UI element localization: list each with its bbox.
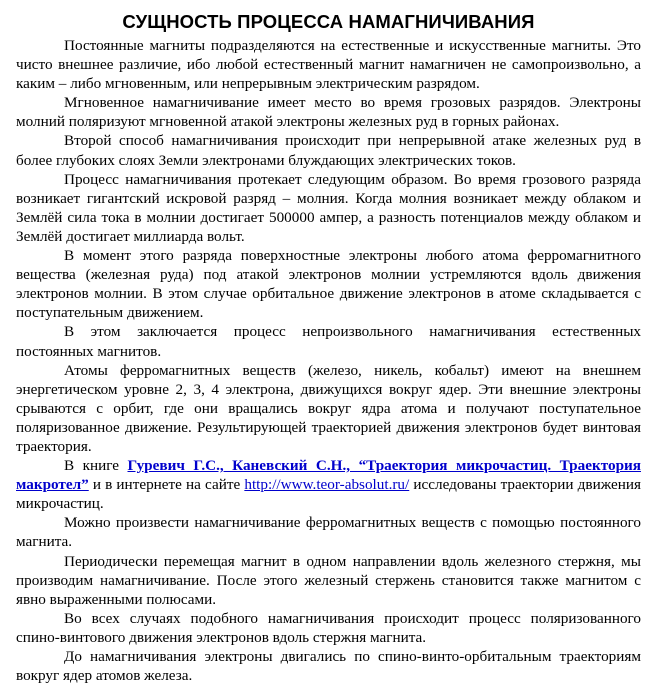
paragraph-12: До намагничивания электроны двигались по спино-винто-орбитальным траекториям вокруг ядер атомов железа. <box>16 648 641 685</box>
paragraph-10: Периодически перемещая магнит в одном направлении вдоль железного стержня, мы производим намагничивание. После этого железный стержень становится также магнитом с явно выраженными полюсами. <box>16 552 641 608</box>
paragraph-4: Процесс намагничивания протекает следующим образом. Во время грозового разряда возникает гигантский искровой разряд – молния. Когда молния возникает между облаком и Землёй сила тока в молнии достигает 500000 ампер, а разность потенциалов между облаком и Землёй достигает миллиарда вольт. <box>16 170 641 245</box>
paragraph-6: В этом заключается процесс непроизвольного намагничивания естественных постоянных магнитов. <box>16 323 641 360</box>
paragraph-11: Во всех случаях подобного намагничивания происходит процесс поляризованного спино-винтового движения электронов вдоль стержня магнита. <box>16 609 641 646</box>
book-suffix-text: исследованы траектории движения микрочастиц. <box>16 476 641 513</box>
book-prefix-text: В книге <box>64 457 128 475</box>
book-middle-text: и в интернете на сайте <box>88 476 245 494</box>
paragraph-7: Атомы ферромагнитных веществ (железо, никель, кобальт) имеют на внешнем энергетическом уровне 2, 3, 4 электрона, движущихся вокруг ядер. Эти внешние электроны срываются с орбит, где они вращались вокруг ядра атома и получают поступательное поляризованное движение. Результирующей траекторией движения электронов будет винтовая траектория. <box>16 361 641 455</box>
paragraph-3: Второй способ намагничивания происходит при непрерывной атаке железных руд в более глубоких слоях Земли электронами блуждающих электрических токов. <box>16 132 641 169</box>
site-link[interactable]: http://www.teor-absolut.ru/ <box>244 476 410 494</box>
page-title: СУЩНОСТЬ ПРОЦЕССА НАМАГНИЧИВАНИЯ <box>122 11 535 32</box>
book-link[interactable]: Гуревич Г.С., Каневский С.Н., “Траектория микрочастиц. Траектория макротел” <box>16 457 641 494</box>
paragraph-9: Можно произвести намагничивание ферромагнитных веществ с помощью постоянного магнита. <box>16 514 641 551</box>
paragraph-5: В момент этого разряда поверхностные электроны любого атома ферромагнитного вещества (железная руда) под атакой электронов молнии устремляются вдоль движения электронов молнии. В этом случае орбитальное движение электронов в атоме складывается с поступательным движением. <box>16 247 641 322</box>
paragraph-2: Мгновенное намагничивание имеет место во время грозовых разрядов. Электроны молний поляризуют мгновенной атакой электроны железных руд в горных районах. <box>16 94 641 131</box>
document-page <box>16 10 641 685</box>
paragraph-1: Постоянные магниты подразделяются на естественные и искусственные магниты. Это чисто внешнее различие, ибо любой естественный магнит намагничен не самопроизвольно, а каким – либо мгновенным, или непрерывным электрическим разрядом. <box>16 37 641 93</box>
paragraph-book-reference <box>16 456 641 513</box>
